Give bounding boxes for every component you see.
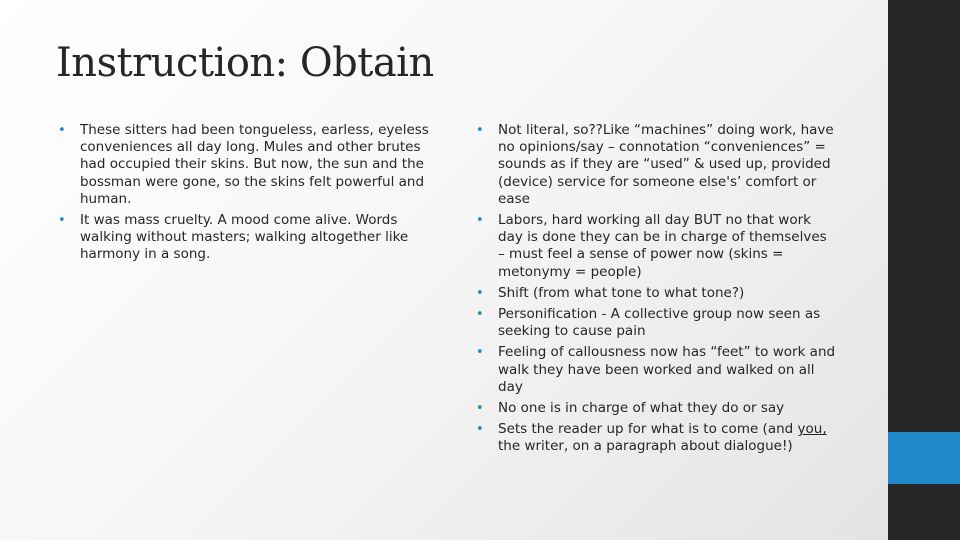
bullet-text: No one is in charge of what they do or say — [498, 400, 785, 417]
bullet-text-end: the writer, on a paragraph about dialogue!) — [498, 438, 793, 455]
bullet-icon: • — [476, 422, 484, 438]
bullet-icon: • — [58, 123, 66, 138]
left-bullet-list — [58, 122, 438, 268]
list-item — [476, 212, 836, 281]
list-item — [476, 122, 836, 208]
bullet-text: Labors, hard working all day BUT no that work day is done they can be in charge of themselves – must feel a sense of power now (skins = metonymy = people) — [498, 212, 827, 280]
bullet-text: Not literal, so??Like “machines” doing work, have no opinions/say – connotation “conveniences” = sounds as if they are “used” & used up, provided (device) service for someone else's’ comfort or ease — [498, 122, 834, 207]
bullet-icon: • — [476, 213, 484, 229]
bullet-text: Shift (from what tone to what tone?) — [498, 284, 745, 301]
list-item — [476, 421, 836, 455]
list-item — [476, 344, 836, 396]
bullet-icon: • — [476, 345, 484, 361]
list-item — [476, 306, 836, 340]
bullet-icon: • — [58, 213, 66, 229]
bullet-text: Personification - A collective group now seen as seeking to cause pain — [498, 306, 821, 340]
bullet-icon: • — [476, 401, 484, 417]
bullet-icon: • — [476, 123, 484, 138]
list-item — [476, 285, 836, 302]
bullet-icon: • — [476, 307, 484, 323]
bullet-text: Feeling of callousness now has “feet” to work and walk they have been worked and walked on all day — [498, 344, 836, 395]
right-sidebar — [888, 0, 960, 540]
right-bullet-list — [476, 122, 836, 460]
bullet-icon: • — [476, 285, 484, 301]
bullet-text-start: Sets the reader up for what is to come (and — [498, 421, 798, 438]
list-item — [58, 122, 438, 208]
slide-title: Instruction: Obtain — [56, 40, 434, 86]
underlined-word: you, — [797, 421, 827, 438]
bullet-text: It was mass cruelty. A mood come alive. Words walking without masters; walking altogether like harmony in a song. — [80, 212, 409, 263]
accent-block — [888, 432, 960, 484]
bullet-text: These sitters had been tongueless, earless, eyeless conveniences all day long. Mules and other brutes had occupied their skins. But now, the sun and the bossman were gone, so the skins felt powerful and human. — [80, 122, 429, 207]
list-item — [58, 212, 438, 264]
list-item — [476, 400, 836, 417]
